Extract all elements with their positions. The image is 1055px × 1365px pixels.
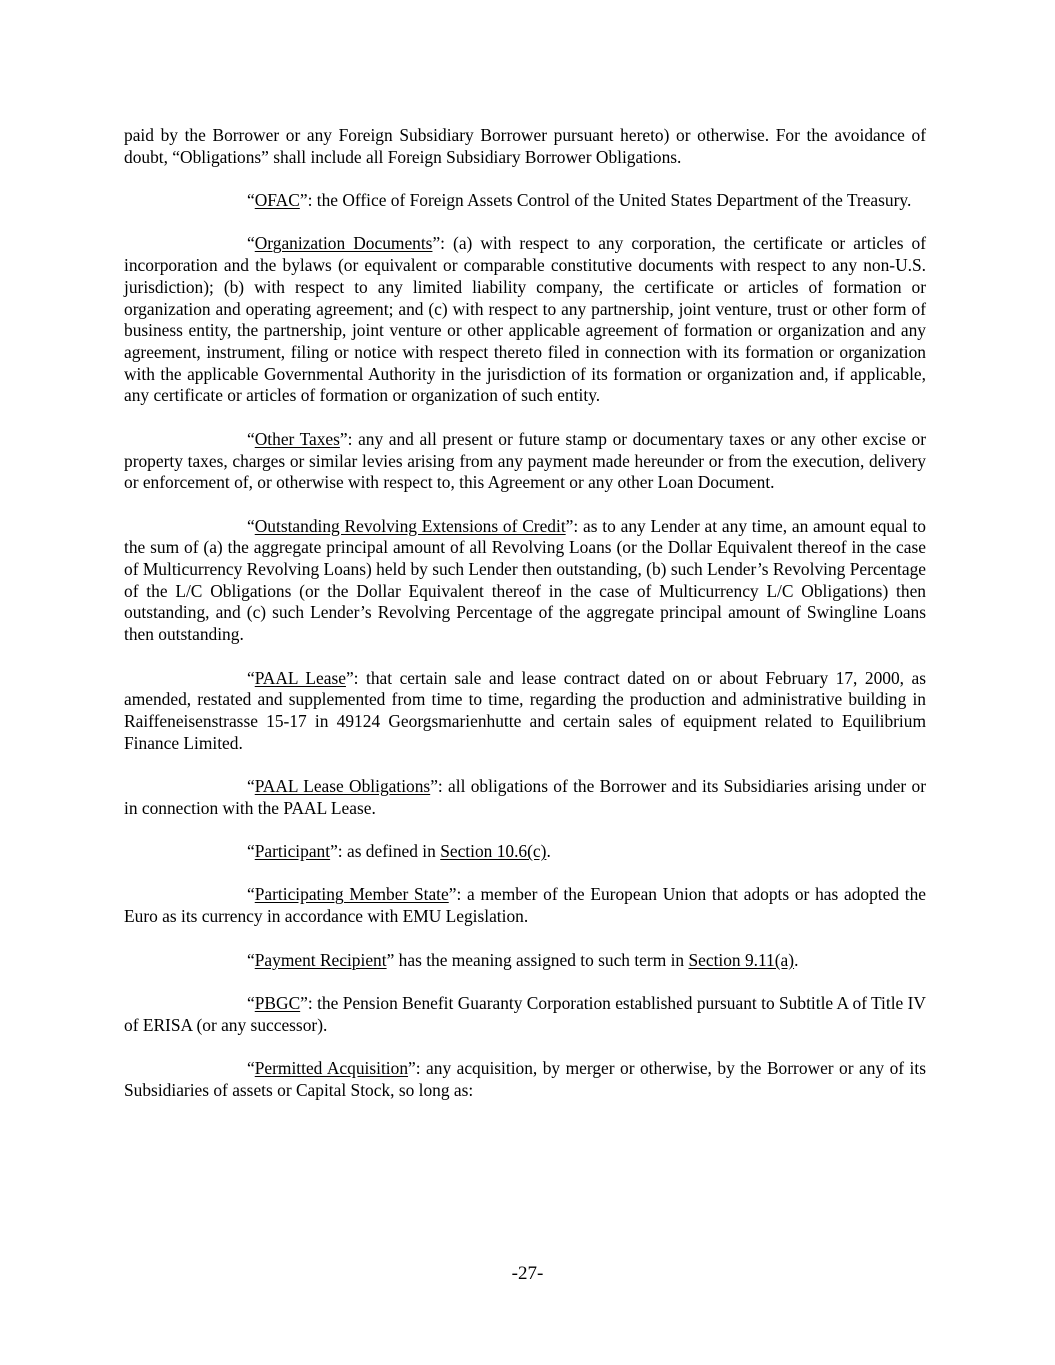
definition-text: ”: as defined in xyxy=(330,841,441,862)
definition-text: ”: the Pension Benefit Guaranty Corporation established pursuant to Subtitle A of Title IV of ERISA (or any successor). xyxy=(124,992,926,1035)
defined-term: Participant xyxy=(254,841,331,862)
definition-text: ”: as to any Lender at any time, an amount equal to the sum of (a) the aggregate principal amount of all Revolving Loans (or the Dollar Equivalent thereof in the case of Multicurrency Revolving Loans) held by such Lender then outstanding, (b) such Lender’s Revolving Percentage of the L/C Obligations (or the Dollar Equivalent thereof in the case of Multicurrency L/C Obligations) then outstanding, and (c) such Lender’s Revolving Percentage of the aggregate principal amount of Swingline Loans then outstanding. xyxy=(124,515,926,645)
definition-paal-lease: “PAAL Lease”: that certain sale and lease contract dated on or about February 17, 2000, as amended, restated and supplemented from time to time, regarding the production and administrative building in Raiffeneisenstrasse 15-17 in 49124 Georgsmarienhutte and certain sales of equipment related to Equilibrium Finance Limited. xyxy=(124,667,926,753)
definition-organization-documents: “Organization Documents”: (a) with respect to any corporation, the certificate or articles of incorporation and the bylaws (or equivalent or comparable constitutive documents with respect to any non-U.S. jurisdiction); (b) with respect to any limited liability company, the certificate or articles of formation or organization and operating agreement; and (c) with respect to any partnership, joint venture, trust or other form of business entity, the partnership, joint venture or other applicable agreement of formation or organization and any agreement, instrument, filing or notice with respect thereto filed in connection with its formation or organization with the applicable Governmental Authority in the jurisdiction of its formation or organization and, if applicable, any certificate or articles of formation or organization of such entity. xyxy=(124,233,926,406)
defined-term: Organization Documents xyxy=(254,233,433,254)
definition-text: ”: a member of the European Union that adopts or has adopted the Euro as its currency in accordance with EMU Legislation. xyxy=(124,884,926,927)
definition-text: ”: that certain sale and lease contract dated on or about February 17, 2000, as amended, restated and supplemented from time to time, regarding the production and administrative building in Raiffeneisenstrasse 15-17 in 49124 Georgsmarienhutte and certain sales of equipment related to Equilibrium Finance Limited. xyxy=(124,667,926,753)
definition-ofac: “OFAC”: the Office of Foreign Assets Control of the United States Department of the Treasury. xyxy=(247,190,912,211)
definition-text: ”: all obligations of the Borrower and its Subsidiaries arising under or in connection with the PAAL Lease. xyxy=(124,776,926,818)
definition-text: ”: any and all present or future stamp or documentary taxes or any other excise or property taxes, charges or similar levies arising from any payment made hereunder or from the execution, delivery or enforcement of, or otherwise with respect to, this Agreement or any other Loan Document. xyxy=(124,428,926,493)
defined-term: Permitted Acquisition xyxy=(254,1058,409,1079)
definition-text: ”: (a) with respect to any corporation, the certificate or articles of incorporation and the bylaws (or equivalent or comparable constitutive documents with respect to any non-U.S. jurisdiction); (b) with respect to any limited liability company, the certificate or articles of formation or organization and operating agreement; and (c) with respect to any partnership, joint venture, trust or other form of business entity, the partnership, joint venture or other applicable agreement of formation or organization and any agreement, instrument, filing or notice with respect thereto filed in connection with its formation or organization with the applicable Governmental Authority in the jurisdiction of its formation or organization and, if applicable, any certificate or articles of formation or organization of such entity. xyxy=(124,233,926,406)
definition-participating-member-state: “Participating Member State”: a member of the European Union that adopts or has adopted the Euro as its currency in accordance with EMU Legislation. xyxy=(124,884,926,927)
definition-permitted-acquisition: “Permitted Acquisition”: any acquisition, by merger or otherwise, by the Borrower or any of its Subsidiaries of assets or Capital Stock, so long as: xyxy=(124,1058,926,1100)
defined-term: OFAC xyxy=(254,190,300,211)
section-reference: Section 9.11(a) xyxy=(688,949,795,970)
definition-paal-lease-obligations: “PAAL Lease Obligations”: all obligations of the Borrower and its Subsidiaries arising under or in connection with the PAAL Lease. xyxy=(124,776,926,818)
defined-term: Other Taxes xyxy=(254,428,340,449)
definition-pbgc: “PBGC”: the Pension Benefit Guaranty Corporation established pursuant to Subtitle A of Title IV of ERISA (or any successor). xyxy=(124,992,926,1035)
defined-term: Participating Member State xyxy=(254,884,449,905)
defined-term: Outstanding Revolving Extensions of Credit xyxy=(254,515,566,536)
page-number: -27- xyxy=(511,1263,544,1284)
definition-other-taxes: “Other Taxes”: any and all present or future stamp or documentary taxes or any other excise or property taxes, charges or similar levies arising from any payment made hereunder or from the execution, delivery or enforcement of, or otherwise with respect to, this Agreement or any other Loan Document. xyxy=(124,428,926,493)
defined-term: PAAL Lease xyxy=(254,667,346,688)
definition-text: ”: the Office of Foreign Assets Control of the United States Department of the Treasury. xyxy=(299,190,912,211)
section-reference: Section 10.6(c) xyxy=(440,841,547,862)
defined-term: PAAL Lease Obligations xyxy=(254,776,431,796)
continuation-paragraph: paid by the Borrower or any Foreign Subsidiary Borrower pursuant hereto) or otherwise. For the avoidance of doubt, “Obligations” shall include all Foreign Subsidiary Borrower Obligations. xyxy=(124,125,926,167)
document-body xyxy=(124,125,926,1123)
defined-term: PBGC xyxy=(254,992,301,1013)
definition-payment-recipient: “Payment Recipient” has the meaning assigned to such term in Section 9.11(a). xyxy=(247,949,799,970)
definition-participant: “Participant”: as defined in Section 10.6(c). xyxy=(247,841,551,862)
defined-term: Payment Recipient xyxy=(254,949,387,970)
definition-text: ” has the meaning assigned to such term in xyxy=(386,949,689,970)
definition-outstanding-revolving-extensions: “Outstanding Revolving Extensions of Credit”: as to any Lender at any time, an amount equal to the sum of (a) the aggregate principal amount of all Revolving Loans (or the Dollar Equivalent thereof in the case of Multicurrency Revolving Loans) held by such Lender then outstanding, (b) such Lender’s Revolving Percentage of the L/C Obligations (or the Dollar Equivalent thereof in the case of Multicurrency L/C Obligations) then outstanding, and (c) such Lender’s Revolving Percentage of the aggregate principal amount of Swingline Loans then outstanding. xyxy=(124,515,926,645)
definition-text: ”: any acquisition, by merger or otherwise, by the Borrower or any of its Subsidiaries of assets or Capital Stock, so long as: xyxy=(124,1058,926,1100)
